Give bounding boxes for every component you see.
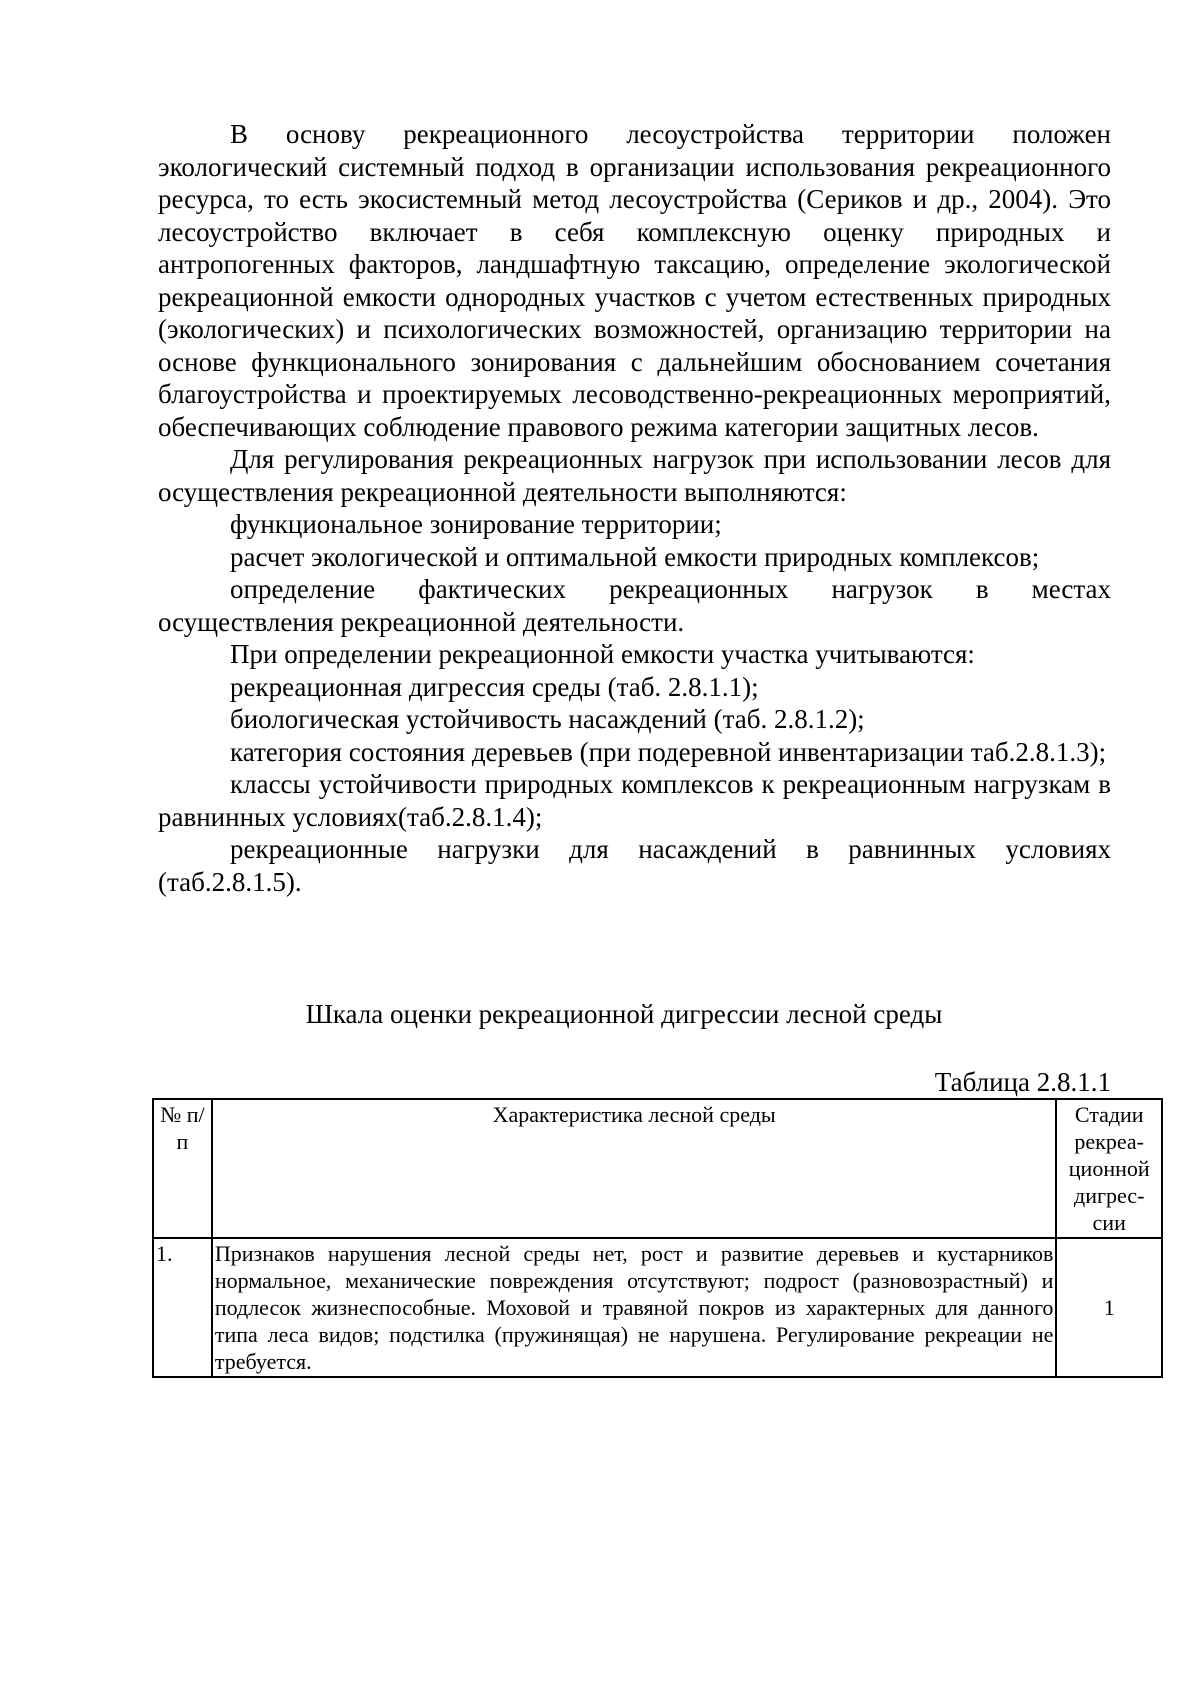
list-item-stability: биологическая устойчивость насаждений (таб. 2.8.1.2);	[230, 704, 865, 734]
table-title: Шкала оценки рекреационной дигрессии лесной среды	[305, 999, 943, 1029]
row-num: 1.	[153, 1238, 212, 1377]
list-item-tree-condition: категория состояния деревьев (при подеревной инвентаризации таб.2.8.1.3);	[230, 736, 1107, 767]
list-item-zoning: функциональное зонирование территории;	[230, 509, 722, 539]
header-stage: Стадии рекреа-ционной дигрес-сии	[1056, 1099, 1162, 1238]
list-item-loads: определение фактических рекреационных нагрузок в местах осуществления рекреационной деятельности.	[158, 574, 1111, 637]
paragraph-intro: В основу рекреационного лесоустройства территории положен экологический системный подход в организации использования рекреационного ресурса, то есть экосистемный метод лесоустройства (Сериков и др., 2004). Это лесоустройство включает в себя комплексную оценку природных и антропогенных факторов, ландшафтную таксацию, определение экологической рекреационной емкости однородных участков с учетом естественных природных (экологических) и психологических возможностей, организацию территории на основе функционального зонирования с дальнейшим обоснованием сочетания благоустройства и проектируемых лесоводственно-рекреационных мероприятий, обеспечивающих соблюдение правового режима категории защитных лесов.	[158, 119, 1111, 442]
table-label: Таблица 2.8.1.1	[934, 1067, 1111, 1097]
body-text	[158, 118, 1111, 898]
list-item-recreational-loads: рекреационные нагрузки для насаждений в равнинных условиях (таб.2.8.1.5).	[158, 834, 1111, 897]
list-item-capacity: расчет экологической и оптимальной емкости природных комплексов;	[230, 541, 1040, 572]
header-num: № п/п	[153, 1099, 212, 1238]
digression-table	[152, 1098, 1163, 1378]
paragraph-regulation: Для регулирования рекреационных нагрузок при использовании лесов для осуществления рекреационной деятельности выполняются:	[158, 444, 1111, 507]
table-row	[153, 1238, 1162, 1377]
row-stage: 1	[1056, 1238, 1162, 1377]
header-description: Характеристика лесной среды	[212, 1099, 1057, 1238]
paragraph-criteria: При определении рекреационной емкости участка учитываются:	[230, 639, 975, 669]
list-item-digression: рекреационная дигрессия среды (таб. 2.8.1.1);	[230, 671, 759, 702]
row-description: Признаков нарушения лесной среды нет, рост и развитие деревьев и кустарников нормальное, механические повреждения отсутствуют; подрост (разновозрастный) и подлесок жизнеспособные. Моховой и травяной покров из характерных для данного типа леса видов; подстилка (пружинящая) не нарушена. Регулирование рекреации не требуется.	[212, 1238, 1057, 1377]
list-item-stability-classes: классы устойчивости природных комплексов к рекреационным нагрузкам в равнинных условиях(таб.2.8.1.4);	[158, 769, 1111, 832]
table-header-row	[153, 1099, 1162, 1238]
